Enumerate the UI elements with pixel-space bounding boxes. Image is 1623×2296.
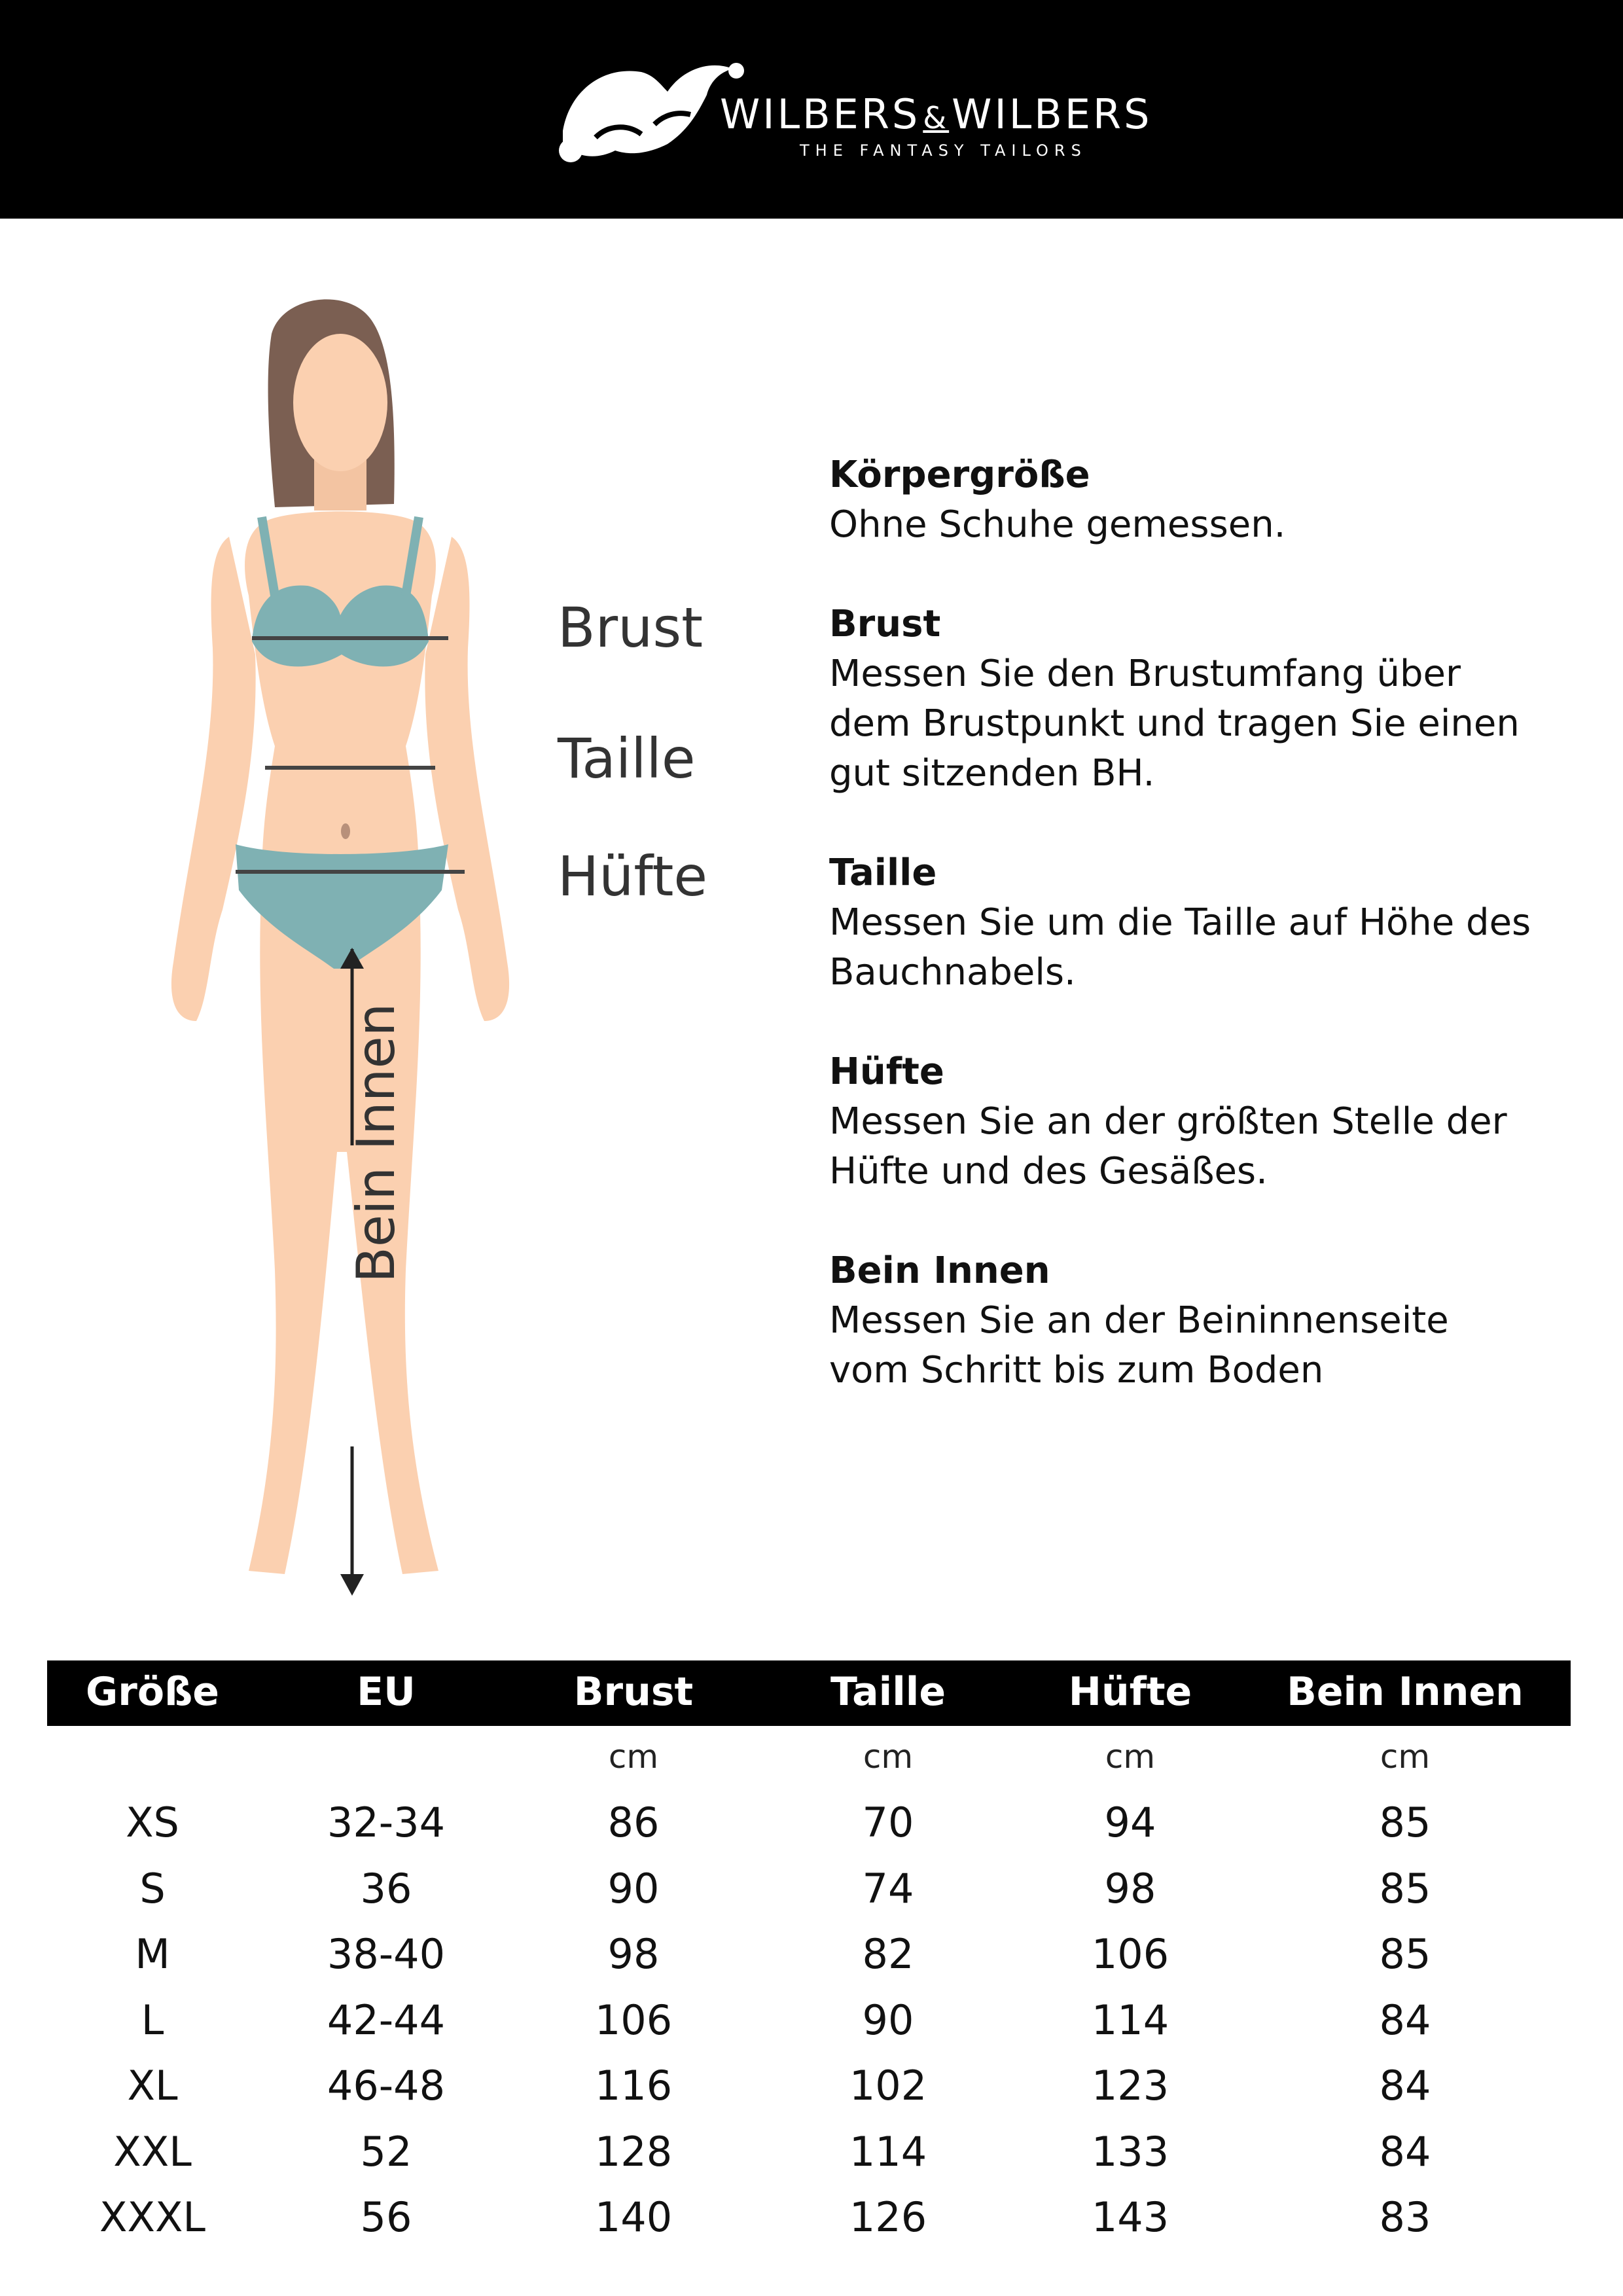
desc-text: Messen Sie an der größten Stelle der Hüfte und des Gesäßes. xyxy=(829,1100,1507,1193)
table-cell: 74 xyxy=(862,1864,914,1912)
desc-text: Messen Sie den Brustumfang über dem Brustpunkt und tragen Sie einen gut sitzenden BH. xyxy=(829,653,1520,795)
header-bar xyxy=(0,0,1623,219)
table-cell: 133 xyxy=(1091,2127,1169,2176)
table-cell: XS xyxy=(126,1799,179,1846)
table-cell: 38-40 xyxy=(327,1930,446,1978)
table-cell: 143 xyxy=(1091,2193,1169,2241)
table-cell: XXXL xyxy=(99,2193,205,2241)
table-cell: 84 xyxy=(1379,2127,1431,2176)
unit-huefte: cm xyxy=(1105,1738,1156,1776)
table-cell: 36 xyxy=(360,1864,412,1912)
desc-brust xyxy=(829,600,1582,798)
table-cell: S xyxy=(139,1864,166,1912)
brand-tagline: THE FANTASY TAILORS xyxy=(800,141,1087,160)
desc-koerpergroesse xyxy=(829,450,1582,550)
table-cell: 90 xyxy=(607,1864,660,1912)
body-shape xyxy=(245,511,438,1574)
table-cell: 46-48 xyxy=(327,2062,446,2109)
table-cell: 128 xyxy=(594,2127,673,2176)
desc-title: Brust xyxy=(829,603,941,645)
table-cell: 98 xyxy=(607,1930,660,1978)
table-cell: 52 xyxy=(360,2127,412,2176)
table-cell: 86 xyxy=(607,1799,660,1846)
unit-brust: cm xyxy=(608,1738,659,1776)
table-cell: 42-44 xyxy=(327,1996,446,2044)
table-cell: 83 xyxy=(1379,2193,1431,2241)
header-huefte: Hüfte xyxy=(1068,1669,1192,1715)
table-cell: 126 xyxy=(849,2193,927,2241)
desc-title: Körpergröße xyxy=(829,454,1090,496)
table-cell: 85 xyxy=(1379,1930,1431,1978)
table-cell: M xyxy=(135,1930,170,1978)
desc-title: Bein Innen xyxy=(829,1249,1050,1292)
table-cell: 106 xyxy=(1091,1930,1169,1978)
table-cell: 114 xyxy=(849,2127,927,2176)
header-groesse: Größe xyxy=(86,1669,219,1715)
table-cell: 102 xyxy=(849,2062,927,2109)
desc-taille xyxy=(829,848,1582,997)
face-shape xyxy=(293,334,387,471)
unit-bein-innen: cm xyxy=(1380,1738,1431,1776)
desc-bein-innen xyxy=(829,1246,1582,1395)
table-cell: 94 xyxy=(1104,1799,1156,1846)
desc-text: Messen Sie an der Beininnenseite vom Schritt bis zum Boden xyxy=(829,1299,1449,1391)
left-arm-shape xyxy=(171,537,256,1021)
table-cell: 82 xyxy=(862,1930,914,1978)
table-cell: 85 xyxy=(1379,1864,1431,1912)
table-cell: 106 xyxy=(594,1996,673,2044)
table-cell: 116 xyxy=(594,2062,673,2109)
right-arm-shape xyxy=(425,537,509,1021)
table-cell: 84 xyxy=(1379,2062,1431,2109)
figure-label-taille: Taille xyxy=(558,726,696,791)
body-figure-illustration xyxy=(151,288,576,1597)
desc-title: Taille xyxy=(829,852,937,894)
header-brust: Brust xyxy=(573,1669,694,1715)
table-cell: 84 xyxy=(1379,1996,1431,2044)
figure-label-brust: Brust xyxy=(558,596,704,660)
table-cell: 70 xyxy=(862,1799,914,1846)
figure-label-bein-innen: Bein Innen xyxy=(346,1003,406,1283)
brand-ampersand: & xyxy=(923,100,950,135)
brand-name-part1: WILBERS xyxy=(720,90,921,138)
table-cell: 98 xyxy=(1104,1864,1156,1912)
brand-name xyxy=(720,90,1152,138)
header-eu: EU xyxy=(357,1669,416,1715)
table-cell: 85 xyxy=(1379,1799,1431,1846)
unit-taille: cm xyxy=(863,1738,914,1776)
desc-text: Ohne Schuhe gemessen. xyxy=(829,503,1286,546)
desc-text: Messen Sie um die Taille auf Höhe des Bauchnabels. xyxy=(829,901,1531,994)
desc-huefte xyxy=(829,1047,1582,1196)
table-cell: XL xyxy=(127,2062,178,2109)
table-cell: XXL xyxy=(113,2127,192,2176)
table-cell: L xyxy=(141,1996,164,2044)
figure-label-huefte: Hüfte xyxy=(558,844,708,908)
table-cell: 56 xyxy=(360,2193,412,2241)
table-cell: 90 xyxy=(862,1996,914,2044)
desc-title: Hüfte xyxy=(829,1050,944,1093)
header-bein-innen: Bein Innen xyxy=(1287,1669,1524,1715)
navel-shape xyxy=(341,823,350,839)
table-cell: 114 xyxy=(1091,1996,1169,2044)
table-cell: 32-34 xyxy=(327,1799,446,1846)
brand-name-part2: WILBERS xyxy=(952,90,1152,138)
inseam-arrow-down-icon xyxy=(340,1574,364,1596)
table-cell: 123 xyxy=(1091,2062,1169,2109)
header-taille: Taille xyxy=(830,1669,946,1715)
table-cell: 140 xyxy=(594,2193,673,2241)
